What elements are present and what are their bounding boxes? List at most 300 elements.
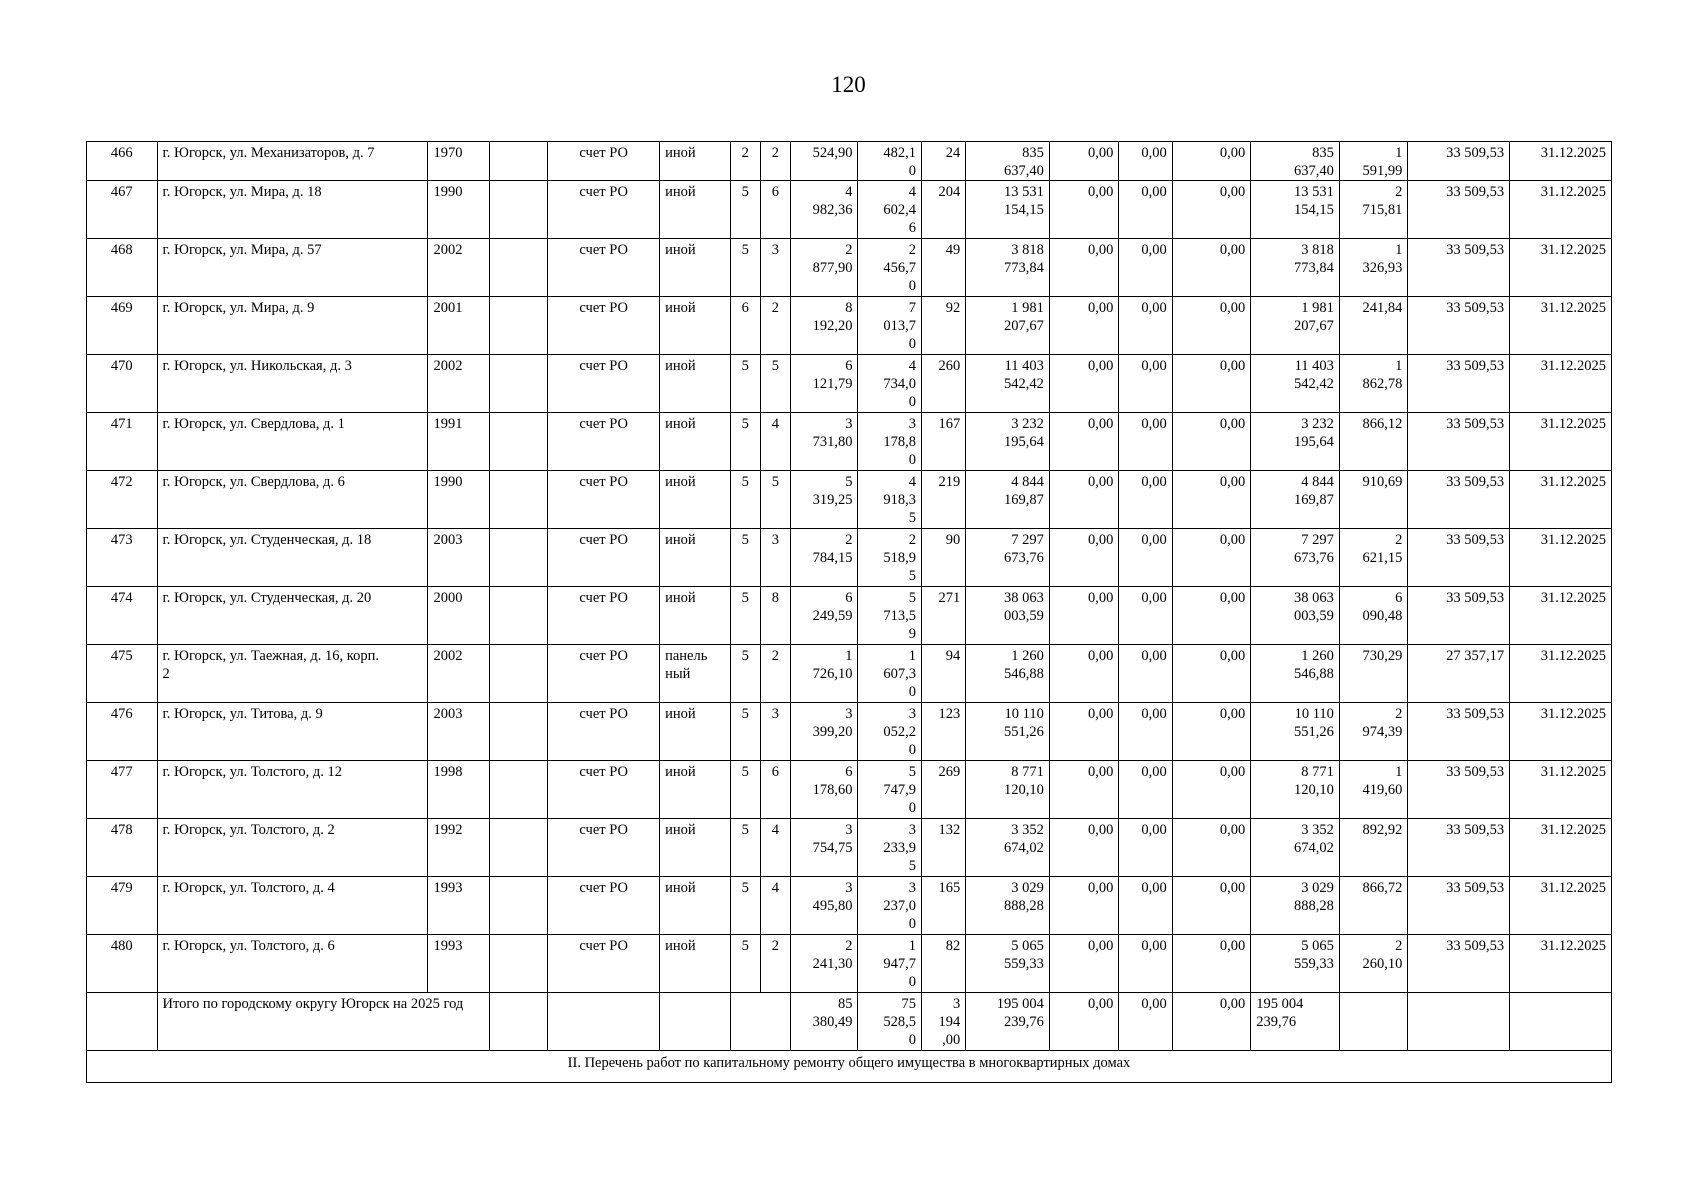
fund-method-cell: счет РО bbox=[548, 877, 660, 935]
total-area-cell: 2 877,90 bbox=[791, 239, 858, 297]
local-funds-cell: 0,00 bbox=[1172, 413, 1251, 471]
table-row bbox=[87, 761, 1612, 819]
year-cell: 1993 bbox=[428, 877, 489, 935]
row-number-cell: 471 bbox=[87, 413, 158, 471]
federal-funds-cell: 0,00 bbox=[1049, 877, 1119, 935]
address-cell: г. Югорск, ул. Толстого, д. 12 bbox=[157, 761, 428, 819]
fund-method-cell: счет РО bbox=[548, 529, 660, 587]
wall-material-cell: иной bbox=[660, 819, 731, 877]
address-cell: г. Югорск, ул. Механизаторов, д. 7 bbox=[157, 142, 428, 181]
fund-method-cell: счет РО bbox=[548, 413, 660, 471]
living-area-cell: 2 518,9 5 bbox=[858, 529, 921, 587]
address-cell: г. Югорск, ул. Мира, д. 18 bbox=[157, 181, 428, 239]
living-area-cell: 482,1 0 bbox=[858, 142, 921, 181]
year-cell: 1993 bbox=[428, 935, 489, 993]
total-area-cell: 3 495,80 bbox=[791, 877, 858, 935]
cost-limit-cell: 33 509,53 bbox=[1408, 181, 1510, 239]
row-number-cell: 477 bbox=[87, 761, 158, 819]
address-cell: г. Югорск, ул. Свердлова, д. 6 bbox=[157, 471, 428, 529]
residents-cell: 132 bbox=[921, 819, 965, 877]
cost-limit-cell: 33 509,53 bbox=[1408, 355, 1510, 413]
cost-per-m2-cell: 241,84 bbox=[1339, 297, 1407, 355]
wall-material-cell: иной bbox=[660, 877, 731, 935]
page-number: 120 bbox=[831, 72, 866, 97]
cost-per-m2-cell: 6 090,48 bbox=[1339, 587, 1407, 645]
cost-limit-cell: 33 509,53 bbox=[1408, 142, 1510, 181]
deadline-cell: 31.12.2025 bbox=[1510, 819, 1612, 877]
total-area-cell: 6 178,60 bbox=[791, 761, 858, 819]
empty-cell bbox=[730, 993, 790, 1051]
regional-funds-cell: 0,00 bbox=[1119, 761, 1172, 819]
table-row bbox=[87, 703, 1612, 761]
table-row bbox=[87, 645, 1612, 703]
cost-per-m2-cell: 2 621,15 bbox=[1339, 529, 1407, 587]
residents-cell: 92 bbox=[921, 297, 965, 355]
regional-funds-cell: 0,00 bbox=[1119, 181, 1172, 239]
entrances-cell: 8 bbox=[760, 587, 790, 645]
total-cost-cell: 3 232 195,64 bbox=[966, 413, 1050, 471]
entrances-cell: 3 bbox=[760, 529, 790, 587]
cost-per-m2-cell: 730,29 bbox=[1339, 645, 1407, 703]
living-area-cell: 1 607,3 0 bbox=[858, 645, 921, 703]
empty-cell bbox=[489, 703, 547, 761]
cost-per-m2-cell: 2 974,39 bbox=[1339, 703, 1407, 761]
table-row bbox=[87, 529, 1612, 587]
owners-funds-cell: 195 004 239,76 bbox=[1251, 993, 1340, 1051]
regional-funds-cell: 0,00 bbox=[1119, 587, 1172, 645]
living-area-cell: 75 528,5 0 bbox=[858, 993, 921, 1051]
entrances-cell: 2 bbox=[760, 935, 790, 993]
cost-limit-cell: 27 357,17 bbox=[1408, 645, 1510, 703]
federal-funds-cell: 0,00 bbox=[1049, 703, 1119, 761]
wall-material-cell: иной bbox=[660, 529, 731, 587]
residents-cell: 90 bbox=[921, 529, 965, 587]
floors-cell: 5 bbox=[730, 877, 760, 935]
cost-per-m2-cell: 1 419,60 bbox=[1339, 761, 1407, 819]
floors-cell: 5 bbox=[730, 181, 760, 239]
table-row bbox=[87, 239, 1612, 297]
row-number-cell: 476 bbox=[87, 703, 158, 761]
floors-cell: 5 bbox=[730, 761, 760, 819]
living-area-cell: 3 233,9 5 bbox=[858, 819, 921, 877]
floors-cell: 5 bbox=[730, 935, 760, 993]
local-funds-cell: 0,00 bbox=[1172, 645, 1251, 703]
year-cell: 2001 bbox=[428, 297, 489, 355]
owners-funds-cell: 13 531 154,15 bbox=[1251, 181, 1340, 239]
total-area-cell: 3 731,80 bbox=[791, 413, 858, 471]
total-area-cell: 3 754,75 bbox=[791, 819, 858, 877]
wall-material-cell: иной bbox=[660, 761, 731, 819]
row-number-cell: 474 bbox=[87, 587, 158, 645]
owners-funds-cell: 10 110 551,26 bbox=[1251, 703, 1340, 761]
wall-material-cell: иной bbox=[660, 413, 731, 471]
fund-method-cell: счет РО bbox=[548, 819, 660, 877]
empty-cell bbox=[489, 413, 547, 471]
section-title: II. Перечень работ по капитальному ремонту общего имущества в многоквартирных домах bbox=[87, 1051, 1612, 1083]
year-cell: 1998 bbox=[428, 761, 489, 819]
total-area-cell: 85 380,49 bbox=[791, 993, 858, 1051]
living-area-cell: 4 734,0 0 bbox=[858, 355, 921, 413]
empty-cell bbox=[489, 761, 547, 819]
cost-limit-cell: 33 509,53 bbox=[1408, 587, 1510, 645]
federal-funds-cell: 0,00 bbox=[1049, 297, 1119, 355]
floors-cell: 5 bbox=[730, 355, 760, 413]
owners-funds-cell: 3 232 195,64 bbox=[1251, 413, 1340, 471]
floors-cell: 5 bbox=[730, 645, 760, 703]
table-row bbox=[87, 142, 1612, 181]
deadline-cell: 31.12.2025 bbox=[1510, 935, 1612, 993]
entrances-cell: 6 bbox=[760, 761, 790, 819]
total-area-cell: 8 192,20 bbox=[791, 297, 858, 355]
owners-funds-cell: 11 403 542,42 bbox=[1251, 355, 1340, 413]
total-cost-cell: 8 771 120,10 bbox=[966, 761, 1050, 819]
entrances-cell: 4 bbox=[760, 877, 790, 935]
row-number-cell: 470 bbox=[87, 355, 158, 413]
residents-cell: 123 bbox=[921, 703, 965, 761]
empty-cell bbox=[489, 877, 547, 935]
fund-method-cell: счет РО bbox=[548, 297, 660, 355]
entrances-cell: 4 bbox=[760, 819, 790, 877]
wall-material-cell: иной bbox=[660, 181, 731, 239]
year-cell: 2003 bbox=[428, 529, 489, 587]
total-cost-cell: 3 029 888,28 bbox=[966, 877, 1050, 935]
owners-funds-cell: 3 029 888,28 bbox=[1251, 877, 1340, 935]
regional-funds-cell: 0,00 bbox=[1119, 355, 1172, 413]
federal-funds-cell: 0,00 bbox=[1049, 645, 1119, 703]
federal-funds-cell: 0,00 bbox=[1049, 142, 1119, 181]
cost-limit-cell: 33 509,53 bbox=[1408, 703, 1510, 761]
year-cell: 2003 bbox=[428, 703, 489, 761]
living-area-cell: 1 947,7 0 bbox=[858, 935, 921, 993]
deadline-cell: 31.12.2025 bbox=[1510, 239, 1612, 297]
local-funds-cell: 0,00 bbox=[1172, 935, 1251, 993]
address-cell: г. Югорск, ул. Титова, д. 9 bbox=[157, 703, 428, 761]
empty-cell bbox=[489, 471, 547, 529]
living-area-cell: 3 052,2 0 bbox=[858, 703, 921, 761]
entrances-cell: 2 bbox=[760, 142, 790, 181]
owners-funds-cell: 835 637,40 bbox=[1251, 142, 1340, 181]
total-cost-cell: 10 110 551,26 bbox=[966, 703, 1050, 761]
address-cell: г. Югорск, ул. Толстого, д. 2 bbox=[157, 819, 428, 877]
year-cell: 1991 bbox=[428, 413, 489, 471]
table-body bbox=[87, 142, 1612, 1083]
row-number-cell: 473 bbox=[87, 529, 158, 587]
cost-per-m2-cell: 2 715,81 bbox=[1339, 181, 1407, 239]
living-area-cell: 3 178,8 0 bbox=[858, 413, 921, 471]
entrances-cell: 6 bbox=[760, 181, 790, 239]
total-cost-cell: 11 403 542,42 bbox=[966, 355, 1050, 413]
row-number-cell: 472 bbox=[87, 471, 158, 529]
living-area-cell: 5 713,5 9 bbox=[858, 587, 921, 645]
table-row bbox=[87, 297, 1612, 355]
year-cell: 1990 bbox=[428, 181, 489, 239]
cost-per-m2-cell: 1 591,99 bbox=[1339, 142, 1407, 181]
deadline-cell: 31.12.2025 bbox=[1510, 703, 1612, 761]
empty-cell bbox=[489, 935, 547, 993]
cost-per-m2-cell: 2 260,10 bbox=[1339, 935, 1407, 993]
cost-per-m2-cell bbox=[1339, 993, 1407, 1051]
total-cost-cell: 4 844 169,87 bbox=[966, 471, 1050, 529]
regional-funds-cell: 0,00 bbox=[1119, 297, 1172, 355]
cost-limit-cell: 33 509,53 bbox=[1408, 819, 1510, 877]
cost-per-m2-cell: 892,92 bbox=[1339, 819, 1407, 877]
cost-limit-cell: 33 509,53 bbox=[1408, 413, 1510, 471]
regional-funds-cell: 0,00 bbox=[1119, 471, 1172, 529]
entrances-cell: 3 bbox=[760, 703, 790, 761]
total-area-cell: 524,90 bbox=[791, 142, 858, 181]
deadline-cell: 31.12.2025 bbox=[1510, 297, 1612, 355]
residents-cell: 82 bbox=[921, 935, 965, 993]
federal-funds-cell: 0,00 bbox=[1049, 239, 1119, 297]
regional-funds-cell: 0,00 bbox=[1119, 239, 1172, 297]
federal-funds-cell: 0,00 bbox=[1049, 181, 1119, 239]
deadline-cell: 31.12.2025 bbox=[1510, 413, 1612, 471]
regional-funds-cell: 0,00 bbox=[1119, 142, 1172, 181]
federal-funds-cell: 0,00 bbox=[1049, 761, 1119, 819]
local-funds-cell: 0,00 bbox=[1172, 297, 1251, 355]
empty-cell bbox=[489, 587, 547, 645]
wall-material-cell: иной bbox=[660, 297, 731, 355]
cost-per-m2-cell: 866,12 bbox=[1339, 413, 1407, 471]
empty-cell bbox=[489, 819, 547, 877]
local-funds-cell: 0,00 bbox=[1172, 819, 1251, 877]
row-number-cell: 478 bbox=[87, 819, 158, 877]
table-row bbox=[87, 181, 1612, 239]
total-cost-cell: 7 297 673,76 bbox=[966, 529, 1050, 587]
local-funds-cell: 0,00 bbox=[1172, 877, 1251, 935]
residents-cell: 3 194 ,00 bbox=[921, 993, 965, 1051]
local-funds-cell: 0,00 bbox=[1172, 587, 1251, 645]
year-cell: 1992 bbox=[428, 819, 489, 877]
deadline-cell: 31.12.2025 bbox=[1510, 761, 1612, 819]
fund-method-cell: счет РО bbox=[548, 587, 660, 645]
deadline-cell: 31.12.2025 bbox=[1510, 355, 1612, 413]
year-cell: 2002 bbox=[428, 355, 489, 413]
row-number-cell: 469 bbox=[87, 297, 158, 355]
total-cost-cell: 835 637,40 bbox=[966, 142, 1050, 181]
table-row bbox=[87, 355, 1612, 413]
year-cell: 1970 bbox=[428, 142, 489, 181]
entrances-cell: 2 bbox=[760, 645, 790, 703]
deadline-cell bbox=[1510, 993, 1612, 1051]
cost-limit-cell: 33 509,53 bbox=[1408, 239, 1510, 297]
row-number-cell: 468 bbox=[87, 239, 158, 297]
entrances-cell: 5 bbox=[760, 355, 790, 413]
empty-cell bbox=[489, 645, 547, 703]
wall-material-cell: иной bbox=[660, 587, 731, 645]
row-number-cell: 466 bbox=[87, 142, 158, 181]
address-cell: г. Югорск, ул. Мира, д. 9 bbox=[157, 297, 428, 355]
floors-cell: 5 bbox=[730, 239, 760, 297]
floors-cell: 5 bbox=[730, 529, 760, 587]
regional-funds-cell: 0,00 bbox=[1119, 819, 1172, 877]
empty-cell bbox=[87, 993, 158, 1051]
year-cell: 2002 bbox=[428, 239, 489, 297]
owners-funds-cell: 7 297 673,76 bbox=[1251, 529, 1340, 587]
living-area-cell: 4 918,3 5 bbox=[858, 471, 921, 529]
empty-cell bbox=[489, 993, 547, 1051]
wall-material-cell: иной bbox=[660, 142, 731, 181]
year-cell: 2002 bbox=[428, 645, 489, 703]
entrances-cell: 3 bbox=[760, 239, 790, 297]
cost-limit-cell: 33 509,53 bbox=[1408, 529, 1510, 587]
table-row bbox=[87, 819, 1612, 877]
empty-cell bbox=[489, 355, 547, 413]
cost-per-m2-cell: 1 862,78 bbox=[1339, 355, 1407, 413]
total-area-cell: 5 319,25 bbox=[791, 471, 858, 529]
total-area-cell: 3 399,20 bbox=[791, 703, 858, 761]
empty-cell bbox=[489, 142, 547, 181]
table-row bbox=[87, 471, 1612, 529]
entrances-cell: 5 bbox=[760, 471, 790, 529]
residents-cell: 260 bbox=[921, 355, 965, 413]
row-number-cell: 480 bbox=[87, 935, 158, 993]
local-funds-cell: 0,00 bbox=[1172, 993, 1251, 1051]
address-cell: г. Югорск, ул. Студенческая, д. 20 bbox=[157, 587, 428, 645]
owners-funds-cell: 38 063 003,59 bbox=[1251, 587, 1340, 645]
deadline-cell: 31.12.2025 bbox=[1510, 645, 1612, 703]
address-cell: г. Югорск, ул. Студенческая, д. 18 bbox=[157, 529, 428, 587]
total-area-cell: 2 784,15 bbox=[791, 529, 858, 587]
year-cell: 2000 bbox=[428, 587, 489, 645]
wall-material-cell: иной bbox=[660, 239, 731, 297]
fund-method-cell: счет РО bbox=[548, 761, 660, 819]
total-row bbox=[87, 993, 1612, 1051]
deadline-cell: 31.12.2025 bbox=[1510, 142, 1612, 181]
owners-funds-cell: 3 818 773,84 bbox=[1251, 239, 1340, 297]
total-cost-cell: 195 004 239,76 bbox=[966, 993, 1050, 1051]
row-number-cell: 467 bbox=[87, 181, 158, 239]
cost-limit-cell bbox=[1408, 993, 1510, 1051]
floors-cell: 5 bbox=[730, 587, 760, 645]
deadline-cell: 31.12.2025 bbox=[1510, 471, 1612, 529]
regional-funds-cell: 0,00 bbox=[1119, 877, 1172, 935]
local-funds-cell: 0,00 bbox=[1172, 703, 1251, 761]
total-cost-cell: 3 352 674,02 bbox=[966, 819, 1050, 877]
federal-funds-cell: 0,00 bbox=[1049, 529, 1119, 587]
floors-cell: 5 bbox=[730, 413, 760, 471]
federal-funds-cell: 0,00 bbox=[1049, 819, 1119, 877]
total-cost-cell: 1 260 546,88 bbox=[966, 645, 1050, 703]
fund-method-cell: счет РО bbox=[548, 181, 660, 239]
total-area-cell: 6 121,79 bbox=[791, 355, 858, 413]
cost-limit-cell: 33 509,53 bbox=[1408, 471, 1510, 529]
fund-method-cell: счет РО bbox=[548, 703, 660, 761]
cost-limit-cell: 33 509,53 bbox=[1408, 297, 1510, 355]
fund-method-cell: счет РО bbox=[548, 935, 660, 993]
residents-cell: 167 bbox=[921, 413, 965, 471]
regional-funds-cell: 0,00 bbox=[1119, 645, 1172, 703]
residents-cell: 94 bbox=[921, 645, 965, 703]
living-area-cell: 5 747,9 0 bbox=[858, 761, 921, 819]
entrances-cell: 4 bbox=[760, 413, 790, 471]
floors-cell: 5 bbox=[730, 819, 760, 877]
total-cost-cell: 13 531 154,15 bbox=[966, 181, 1050, 239]
table-row bbox=[87, 413, 1612, 471]
owners-funds-cell: 8 771 120,10 bbox=[1251, 761, 1340, 819]
address-cell: г. Югорск, ул. Толстого, д. 4 bbox=[157, 877, 428, 935]
fund-method-cell: счет РО bbox=[548, 471, 660, 529]
residents-cell: 269 bbox=[921, 761, 965, 819]
regional-funds-cell: 0,00 bbox=[1119, 993, 1172, 1051]
federal-funds-cell: 0,00 bbox=[1049, 993, 1119, 1051]
owners-funds-cell: 5 065 559,33 bbox=[1251, 935, 1340, 993]
total-cost-cell: 38 063 003,59 bbox=[966, 587, 1050, 645]
address-cell: г. Югорск, ул. Таежная, д. 16, корп. 2 bbox=[157, 645, 428, 703]
empty-cell bbox=[489, 181, 547, 239]
floors-cell: 5 bbox=[730, 471, 760, 529]
total-cost-cell: 5 065 559,33 bbox=[966, 935, 1050, 993]
owners-funds-cell: 4 844 169,87 bbox=[1251, 471, 1340, 529]
wall-material-cell: иной bbox=[660, 471, 731, 529]
address-cell: г. Югорск, ул. Никольская, д. 3 bbox=[157, 355, 428, 413]
residents-cell: 165 bbox=[921, 877, 965, 935]
local-funds-cell: 0,00 bbox=[1172, 142, 1251, 181]
wall-material-cell: иной bbox=[660, 703, 731, 761]
federal-funds-cell: 0,00 bbox=[1049, 355, 1119, 413]
owners-funds-cell: 1 981 207,67 bbox=[1251, 297, 1340, 355]
empty-cell bbox=[548, 993, 660, 1051]
empty-cell bbox=[489, 297, 547, 355]
address-cell: г. Югорск, ул. Толстого, д. 6 bbox=[157, 935, 428, 993]
address-cell: г. Югорск, ул. Свердлова, д. 1 bbox=[157, 413, 428, 471]
cost-per-m2-cell: 910,69 bbox=[1339, 471, 1407, 529]
floors-cell: 6 bbox=[730, 297, 760, 355]
local-funds-cell: 0,00 bbox=[1172, 529, 1251, 587]
empty-cell bbox=[489, 529, 547, 587]
wall-material-cell: иной bbox=[660, 355, 731, 413]
fund-method-cell: счет РО bbox=[548, 239, 660, 297]
regional-funds-cell: 0,00 bbox=[1119, 703, 1172, 761]
total-area-cell: 4 982,36 bbox=[791, 181, 858, 239]
residents-cell: 219 bbox=[921, 471, 965, 529]
owners-funds-cell: 1 260 546,88 bbox=[1251, 645, 1340, 703]
table-row bbox=[87, 877, 1612, 935]
cost-per-m2-cell: 866,72 bbox=[1339, 877, 1407, 935]
deadline-cell: 31.12.2025 bbox=[1510, 587, 1612, 645]
deadline-cell: 31.12.2025 bbox=[1510, 877, 1612, 935]
cost-per-m2-cell: 1 326,93 bbox=[1339, 239, 1407, 297]
total-label-cell: Итого по городскому округу Югорск на 2025 год bbox=[157, 993, 489, 1051]
capital-repair-table bbox=[86, 141, 1612, 1083]
floors-cell: 5 bbox=[730, 703, 760, 761]
local-funds-cell: 0,00 bbox=[1172, 471, 1251, 529]
section-row bbox=[87, 1051, 1612, 1083]
residents-cell: 24 bbox=[921, 142, 965, 181]
wall-material-cell: иной bbox=[660, 935, 731, 993]
regional-funds-cell: 0,00 bbox=[1119, 529, 1172, 587]
row-number-cell: 475 bbox=[87, 645, 158, 703]
federal-funds-cell: 0,00 bbox=[1049, 587, 1119, 645]
local-funds-cell: 0,00 bbox=[1172, 355, 1251, 413]
local-funds-cell: 0,00 bbox=[1172, 239, 1251, 297]
row-number-cell: 479 bbox=[87, 877, 158, 935]
entrances-cell: 2 bbox=[760, 297, 790, 355]
fund-method-cell: счет РО bbox=[548, 142, 660, 181]
wall-material-cell: панель ный bbox=[660, 645, 731, 703]
federal-funds-cell: 0,00 bbox=[1049, 935, 1119, 993]
total-cost-cell: 3 818 773,84 bbox=[966, 239, 1050, 297]
total-cost-cell: 1 981 207,67 bbox=[966, 297, 1050, 355]
federal-funds-cell: 0,00 bbox=[1049, 471, 1119, 529]
floors-cell: 2 bbox=[730, 142, 760, 181]
total-area-cell: 6 249,59 bbox=[791, 587, 858, 645]
living-area-cell: 2 456,7 0 bbox=[858, 239, 921, 297]
residents-cell: 271 bbox=[921, 587, 965, 645]
local-funds-cell: 0,00 bbox=[1172, 181, 1251, 239]
cost-limit-cell: 33 509,53 bbox=[1408, 761, 1510, 819]
cost-limit-cell: 33 509,53 bbox=[1408, 877, 1510, 935]
